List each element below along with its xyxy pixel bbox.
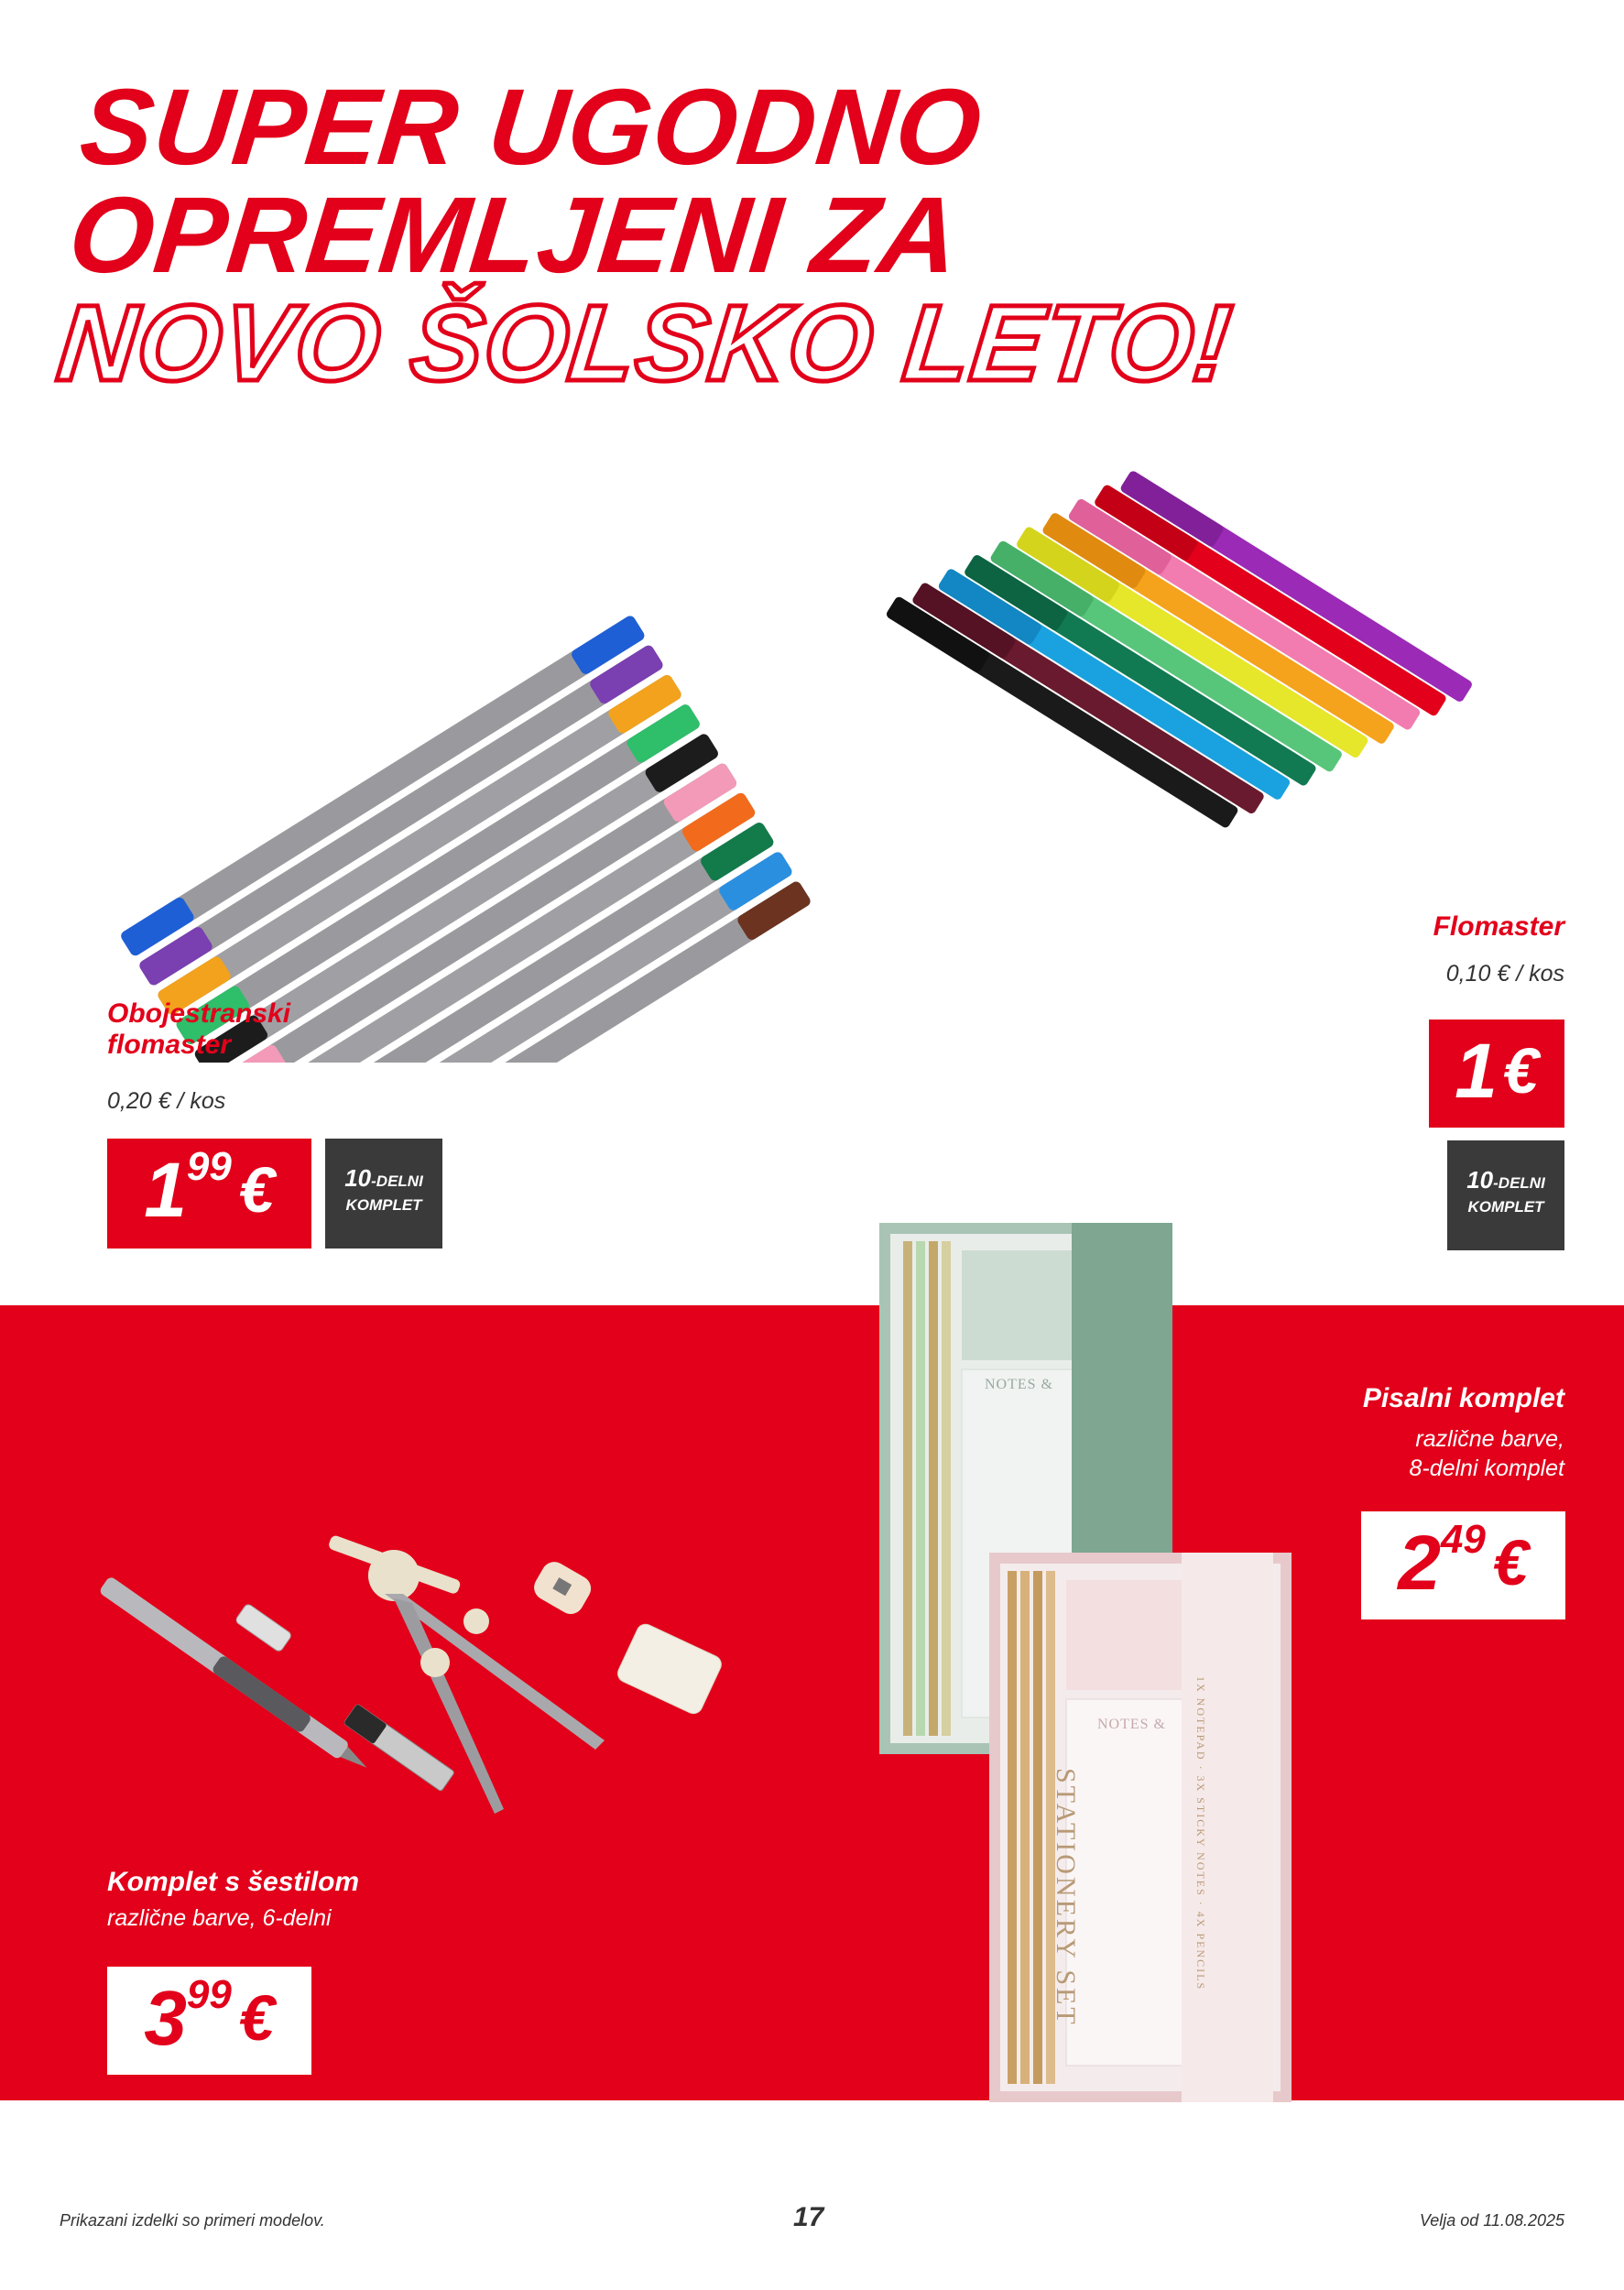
writing-set-price-currency: € <box>1492 1527 1529 1598</box>
writing-set-box-contents: 1X NOTEPAD · 3X STICKY NOTES · 4X PENCILS <box>1194 1676 1207 1991</box>
compass-set-price-cents: 99 <box>186 1972 232 2017</box>
headline <box>52 67 1259 404</box>
dual-marker-price-cents: 99 <box>186 1144 232 1189</box>
marker-image <box>879 412 1539 980</box>
writing-set-price-box <box>1361 1511 1565 1619</box>
marker-set-badge <box>1447 1140 1564 1250</box>
dual-marker-price-box <box>107 1139 311 1249</box>
marker-price-box <box>1429 1020 1564 1128</box>
compass-set-name: Komplet s šestilom <box>107 1867 360 1897</box>
dual-marker-unit-price: 0,20 € / kos <box>107 1088 226 1114</box>
writing-set-notes-label: NOTES & <box>985 1377 1053 1392</box>
headline-line-1: SUPER UGODNO <box>74 67 988 188</box>
headline-line-3: NOVO ŠOLSKO LETO! <box>52 283 1238 404</box>
writing-set-name: Pisalni komplet <box>1362 1383 1564 1413</box>
dual-marker-badge-suffix: -DELNI <box>371 1172 423 1190</box>
marker-price-currency: € <box>1502 1035 1539 1107</box>
footer-validity: Velja od 11.08.2025 <box>1419 2211 1564 2230</box>
marker-name: Flomaster <box>1433 911 1564 942</box>
dual-marker-image <box>101 421 870 1063</box>
dual-marker-badge-line-2: KOMPLET <box>345 1196 422 1214</box>
compass-set-price-currency: € <box>238 1982 275 2054</box>
marker-badge-number: 10 <box>1466 1166 1494 1194</box>
dual-marker-set-badge <box>325 1139 442 1249</box>
writing-set-image <box>870 1214 1292 2130</box>
writing-set-box-title: STATIONERY SET <box>1051 1768 1081 2027</box>
compass-set-desc: različne barve, 6-delni <box>107 1905 332 1931</box>
compass-set-price-box <box>107 1967 311 2075</box>
dual-marker-badge-number: 10 <box>344 1164 372 1192</box>
page-number: 17 <box>793 2202 824 2232</box>
writing-set-price-main: 2 <box>1398 1520 1439 1606</box>
dual-marker-price-main: 1 <box>144 1147 185 1233</box>
dual-marker-price-currency: € <box>238 1154 275 1226</box>
compass-set-image <box>92 1502 751 1869</box>
marker-unit-price: 0,10 € / kos <box>1445 961 1564 987</box>
marker-price-main: 1 <box>1455 1028 1496 1114</box>
dual-marker-name-line-1: Obojestranski <box>107 998 291 1029</box>
writing-set-notes-label-front: NOTES & <box>1097 1717 1166 1732</box>
writing-set-price-cents: 49 <box>1440 1517 1486 1562</box>
writing-set-desc-line-2: 8-delni komplet <box>1409 1456 1564 1481</box>
writing-set-desc <box>1409 1424 1564 1483</box>
writing-set-desc-line-1: različne barve, <box>1415 1426 1564 1452</box>
footer-disclaimer: Prikazani izdelki so primeri modelov. <box>60 2211 325 2230</box>
marker-badge-line-2: KOMPLET <box>1467 1198 1544 1216</box>
compass-set-price-main: 3 <box>144 1975 185 2061</box>
dual-marker-name <box>107 998 290 1061</box>
headline-line-2: OPREMLJENI ZA <box>63 175 965 296</box>
marker-badge-suffix: -DELNI <box>1493 1174 1545 1192</box>
dual-marker-name-line-2: flomaster <box>107 1030 232 1060</box>
